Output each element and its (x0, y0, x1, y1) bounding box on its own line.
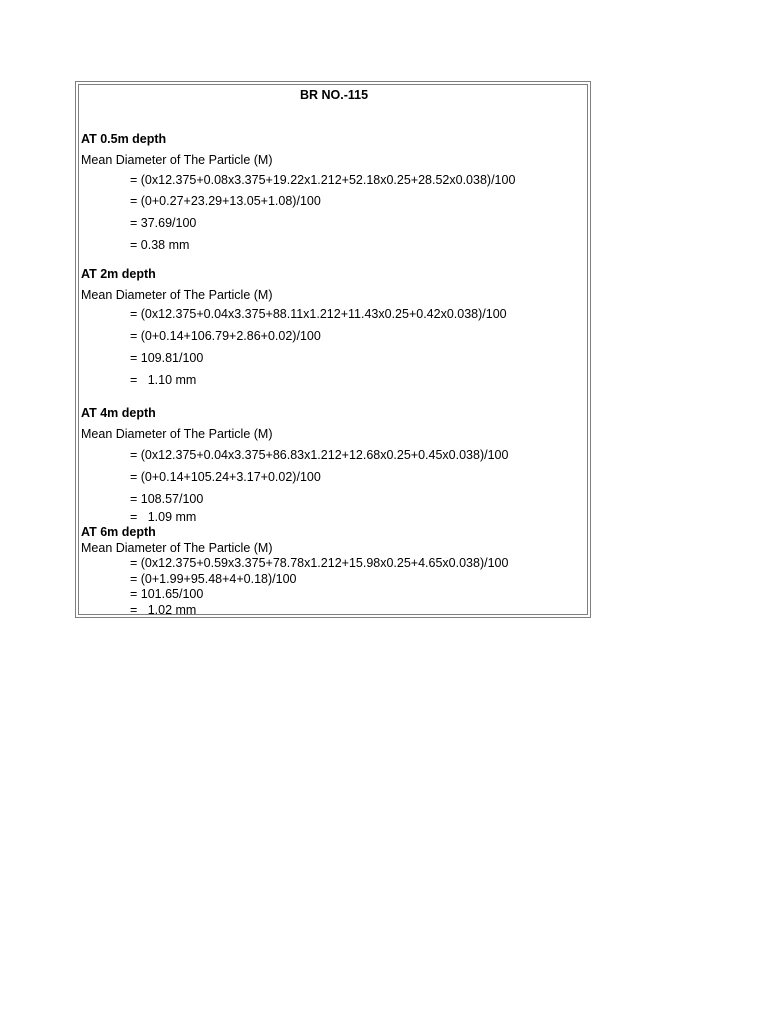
section-label-2m: Mean Diameter of The Particle (M) (81, 288, 273, 302)
formula-step-4m-2: = (0+0.14+105.24+3.17+0.02)/100 (130, 470, 321, 484)
document-title: BR NO.-115 (299, 88, 369, 102)
formula-result-2m: = 1.10 mm (130, 373, 197, 387)
section-heading-2m: AT 2m depth (81, 267, 156, 281)
formula-result-0-5m: = 0.38 mm (130, 238, 190, 252)
document-table (75, 81, 591, 618)
formula-step-4m-3: = 108.57/100 (130, 492, 204, 506)
section-heading-4m: AT 4m depth (81, 406, 156, 420)
formula-step-2m-3: = 109.81/100 (130, 351, 204, 365)
formula-step-2m-2: = (0+0.14+106.79+2.86+0.02)/100 (130, 329, 321, 343)
section-heading-6m: AT 6m depth (81, 525, 156, 539)
section-heading-0-5m: AT 0.5m depth (81, 132, 167, 146)
formula-step-0-5m-1: = (0x12.375+0.08x3.375+19.22x1.212+52.18x0.25+28.52x0.038)/100 (130, 173, 516, 187)
section-label-0-5m: Mean Diameter of The Particle (M) (81, 153, 273, 167)
formula-step-6m-1: = (0x12.375+0.59x3.375+78.78x1.212+15.98x0.25+4.65x0.038)/100 (130, 556, 509, 570)
document-table-inner-border (78, 84, 588, 615)
formula-step-0-5m-3: = 37.69/100 (130, 216, 197, 230)
section-label-6m: Mean Diameter of The Particle (M) (81, 541, 273, 555)
section-label-4m: Mean Diameter of The Particle (M) (81, 427, 273, 441)
formula-result-6m: = 1.02 mm (130, 603, 197, 617)
formula-step-6m-3: = 101.65/100 (130, 587, 204, 601)
formula-step-4m-1: = (0x12.375+0.04x3.375+86.83x1.212+12.68x0.25+0.45x0.038)/100 (130, 448, 509, 462)
formula-step-2m-1: = (0x12.375+0.04x3.375+88.11x1.212+11.43x0.25+0.42x0.038)/100 (130, 307, 507, 321)
formula-result-4m: = 1.09 mm (130, 510, 197, 524)
formula-step-0-5m-2: = (0+0.27+23.29+13.05+1.08)/100 (130, 194, 321, 208)
formula-step-6m-2: = (0+1.99+95.48+4+0.18)/100 (130, 572, 297, 586)
